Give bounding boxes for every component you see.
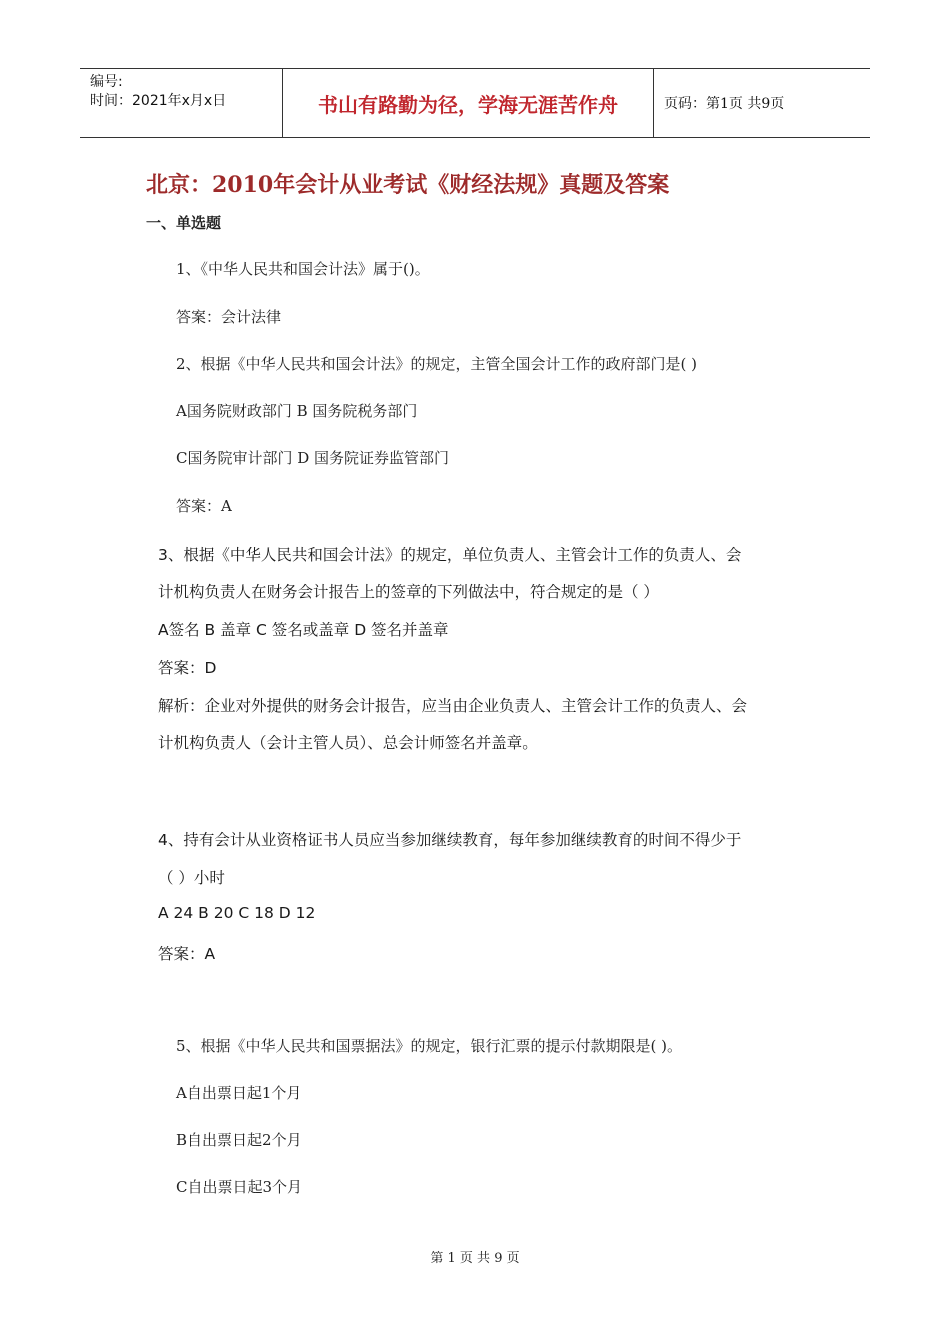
header-number-label: 编号: <box>90 74 123 90</box>
question-3-options: A签名 B 盖章 C 签名或盖章 D 签名并盖章 <box>158 621 449 639</box>
document-header <box>80 68 870 138</box>
question-5-text: 5、根据《中华人民共和国票据法》的规定，银行汇票的提示付款期限是( )。 <box>176 1037 683 1055</box>
question-3-analysis-line2: 计机构负责人（会计主管人员）、总会计师签名并盖章。 <box>158 734 538 752</box>
header-meta <box>80 69 282 137</box>
question-4-options: A 24 B 20 C 18 D 12 <box>158 904 316 922</box>
question-3-answer: 答案：D <box>158 659 217 677</box>
question-1-text: 1、《中华人民共和国会计法》属于()。 <box>176 260 430 278</box>
question-5-option-c: C自出票日起3个月 <box>176 1178 303 1196</box>
question-4-text-line2: （ ）小时 <box>158 869 225 887</box>
question-2-options-cd: C国务院审计部门 D 国务院证券监管部门 <box>176 449 450 467</box>
section-heading: 一、单选题 <box>146 214 222 232</box>
question-5-option-a: A自出票日起1个月 <box>176 1084 302 1102</box>
question-4-answer: 答案：A <box>158 945 216 963</box>
question-3-text-line1: 3、根据《中华人民共和国会计法》的规定，单位负责人、主管会计工作的负责人、会 <box>158 546 742 564</box>
question-2-answer: 答案：A <box>176 497 232 515</box>
header-page-info: 页码：第1页 共9页 <box>664 96 785 112</box>
document-title: 北京：2010年会计从业考试《财经法规》真题及答案 <box>146 172 670 198</box>
question-5-option-b: B自出票日起2个月 <box>176 1131 302 1149</box>
question-2-options-ab: A国务院财政部门 B 国务院税务部门 <box>176 402 418 420</box>
page-footer: 第 1 页 共 9 页 <box>430 1251 520 1266</box>
question-4-text-line1: 4、持有会计从业资格证书人员应当参加继续教育，每年参加继续教育的时间不得少于 <box>158 831 742 849</box>
question-3-analysis-line1: 解析：企业对外提供的财务会计报告，应当由企业负责人、主管会计工作的负责人、会 <box>158 697 748 715</box>
header-motto: 书山有路勤为径，学海无涯苦作舟 <box>282 69 654 137</box>
question-3-text-line2: 计机构负责人在财务会计报告上的签章的下列做法中，符合规定的是（ ） <box>158 583 659 601</box>
header-time-label: 时间：2021年x月x日 <box>90 93 227 109</box>
question-1-answer: 答案：会计法律 <box>176 308 282 326</box>
question-2-text: 2、根据《中华人民共和国会计法》的规定，主管全国会计工作的政府部门是( ) <box>176 355 698 373</box>
